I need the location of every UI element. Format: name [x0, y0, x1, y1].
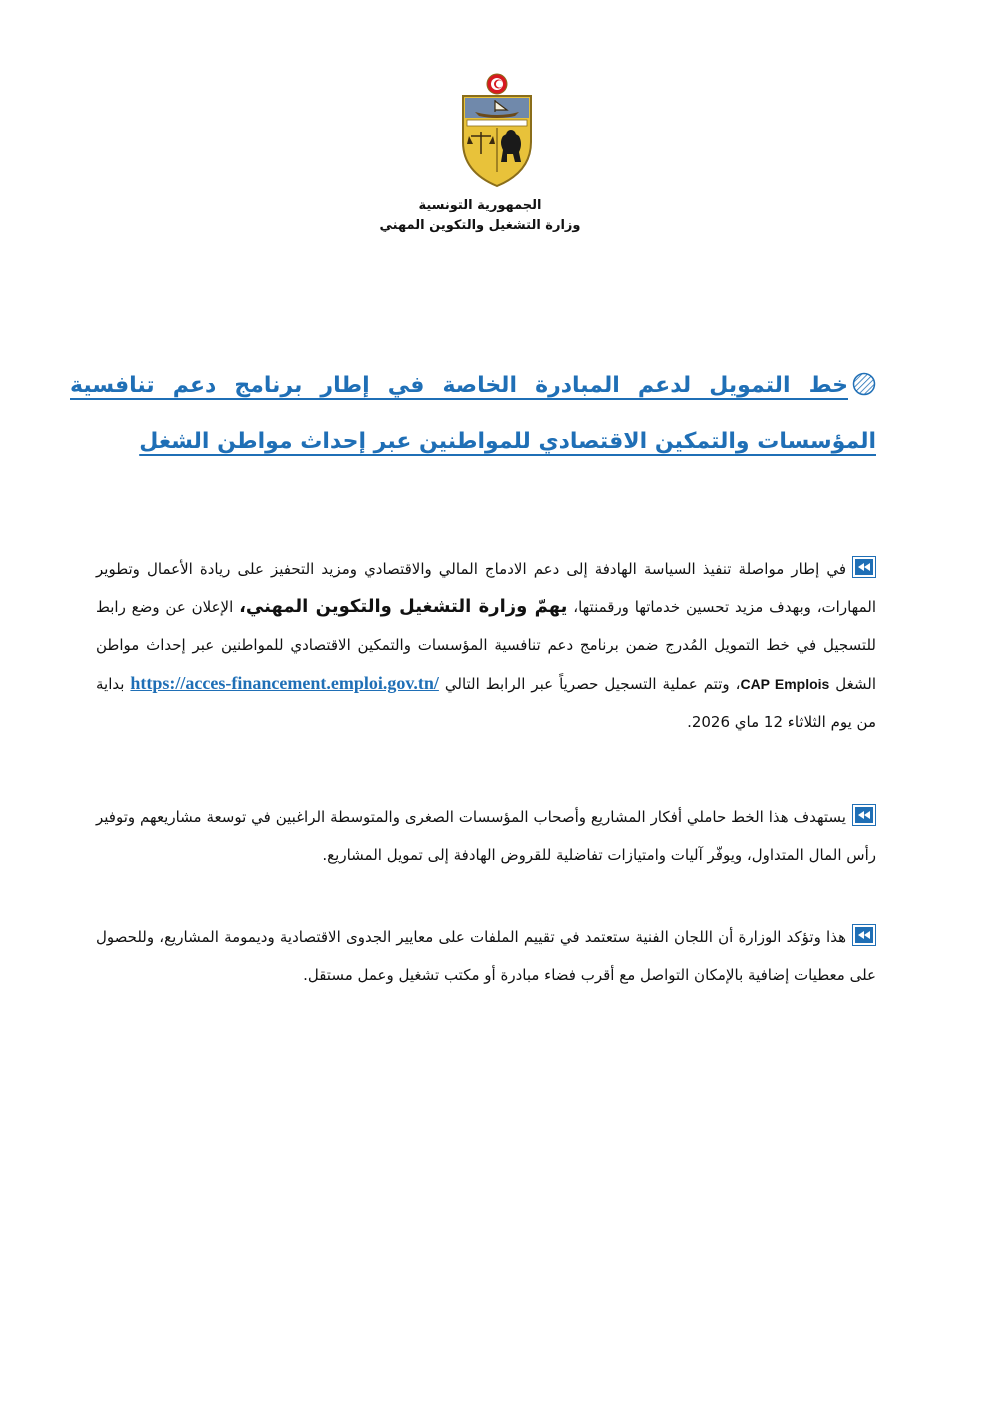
tunisia-coat-of-arms-icon: [449, 72, 545, 194]
paragraph1-part3: ، وتتم عملية التسجيل حصرياً عبر الرابط التالي: [438, 675, 741, 693]
paragraph1-part4: بداية من يوم الثلاثاء 12 ماي 2026.: [96, 675, 876, 731]
paragraph-target: [96, 798, 876, 874]
rewind-arrow-icon: [852, 804, 876, 826]
paragraph1-part2: الإعلان عن وضع رابط للتسجيل في خط التمويل المُدرج ضمن برنامج دعم تنافسية المؤسسات والتمكين الاقتصادي للمواطنين عبر إحداث مواطن الشغل: [96, 598, 877, 693]
hatched-circle-icon: [852, 372, 876, 396]
paragraph-registration: [96, 550, 876, 741]
rewind-arrow-icon: [852, 924, 876, 946]
ministry-highlight: يهمّ وزارة التشغيل والتكوين المهني،: [239, 596, 568, 617]
paragraph1-part1: في إطار مواصلة تنفيذ السياسة الهادفة إلى دعم الادماج المالي والاقتصادي ومزيد التحفيز على ريادة الأعمال وتطوير المهارات، وبهدف مزيد تحسين خدماتها ورقمنتها،: [96, 560, 876, 616]
letterhead-text: [360, 196, 600, 236]
page-title: [70, 358, 876, 470]
cap-emplois-label: CAP Emplois: [740, 676, 830, 692]
paragraph3-text: هذا وتؤكد الوزارة أن اللجان الفنية ستعتمد في تقييم الملفات على معايير الجدوى الاقتصادية وديمومة المشاريع، وللحصول على معطيات إضافية بالإمكان التواصل مع أقرب فضاء مبادرة أو مكتب تشغيل وعمل مستقل.: [96, 928, 876, 984]
registration-link[interactable]: https://acces-financement.emploi.gov.tn/: [130, 673, 439, 693]
letterhead: [0, 72, 993, 233]
paragraph-evaluation: [96, 918, 876, 994]
ministry-name: وزارة التشغيل والتكوين المهني: [379, 218, 581, 233]
republic-name: الجمهورية التونسية: [418, 198, 542, 213]
rewind-arrow-icon: [852, 556, 876, 578]
title-text: خط التمويل لدعم المبادرة الخاصة في إطار برنامج دعم تنافسية المؤسسات والتمكين الاقتصادي للمواطنين عبر إحداث مواطن الشغل: [70, 373, 876, 454]
paragraph2-text: يستهدف هذا الخط حاملي أفكار المشاريع وأصحاب المؤسسات الصغرى والمتوسطة الراغبين في توسعة مشاريعهم وتوفير رأس المال المتداول، ويوفّر آليات وامتيازات تفاضلية للقروض الهادفة إلى تمويل المشاريع.: [96, 808, 876, 864]
